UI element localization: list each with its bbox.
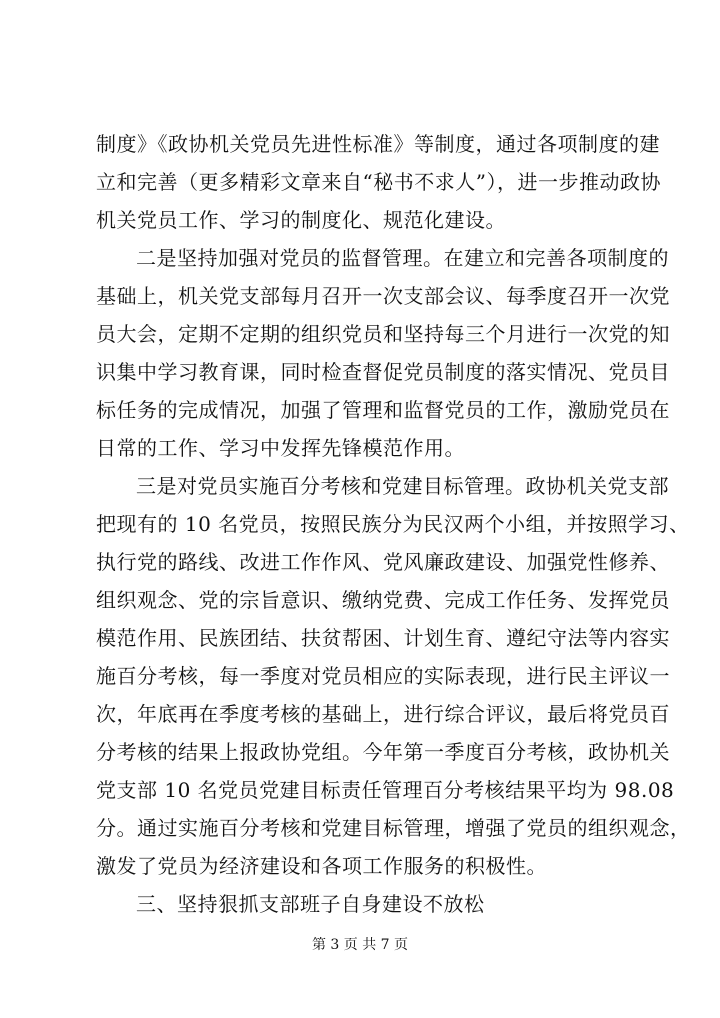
body-line: 执行党的路线、改进工作作风、党风廉政建设、加强党性修养、: [96, 550, 670, 574]
body-line: 基础上，机关党支部每月召开一次支部会议、每季度召开一次党: [96, 284, 670, 308]
body-line: 识集中学习教育课，同时检查督促党员制度的落实情况、党员目: [96, 360, 670, 384]
body-line: 施百分考核，每一季度对党员相应的实际表现，进行民主评议一: [96, 664, 670, 688]
body-line: 日常的工作、学习中发挥先锋模范作用。: [96, 436, 465, 460]
body-line: 标任务的完成情况，加强了管理和监督党员的工作，激励党员在: [96, 398, 670, 422]
body-line: 制度》《政协机关党员先进性标准》等制度，通过各项制度的建: [96, 132, 660, 156]
body-line: 激发了党员为经济建设和各项工作服务的积极性。: [96, 854, 547, 878]
body-line: 模范作用、民族团结、扶贫帮困、计划生育、遵纪守法等内容实: [96, 626, 670, 650]
body-line: 分考核的结果上报政协党组。今年第一季度百分考核，政协机关: [96, 740, 670, 764]
body-line: 分。通过实施百分考核和党建目标管理，增强了党员的组织观念，: [96, 816, 691, 840]
body-line: 员大会，定期不定期的组织党员和坚持每三个月进行一次党的知: [96, 322, 670, 346]
body-line: 党支部 10 名党员党建目标责任管理百分考核结果平均为 98.08: [96, 778, 675, 802]
body-line: 组织观念、党的宗旨意识、缴纳党费、完成工作任务、发挥党员: [96, 588, 670, 612]
body-line: 机关党员工作、学习的制度化、规范化建设。: [96, 208, 506, 232]
body-line: 立和完善（更多精彩文章来自“秘书不求人”），进一步推动政协: [96, 170, 661, 194]
body-line: 次，年底再在季度考核的基础上，进行综合评议，最后将党员百: [96, 702, 670, 726]
page-number-footer: 第 3 页 共 7 页: [311, 937, 409, 953]
section-heading: 三、坚持狠抓支部班子自身建设不放松: [136, 892, 485, 916]
paragraph-start-line: 二是坚持加强对党员的监督管理。在建立和完善各项制度的: [136, 246, 669, 270]
paragraph-start-line: 三是对党员实施百分考核和党建目标管理。政协机关党支部: [136, 474, 669, 498]
body-line: 把现有的 10 名党员，按照民族分为民汉两个小组，并按照学习、: [96, 512, 690, 536]
